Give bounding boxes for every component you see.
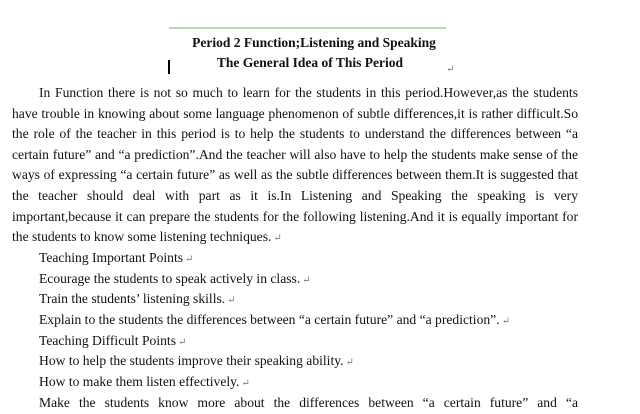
paragraph-mark-icon: ↵ <box>302 275 311 286</box>
document-subtitle-text: The General Idea of This Period <box>216 55 404 70</box>
document-title <box>4 35 624 51</box>
body-paragraph-text: In Function there is not so much to learn for the students in this period.However,as the students have trouble in knowing about some language phenomenon of subtle differences,it is rather difficult.So the role of the teacher in this period is to help the students to understand the differences between “a certain future” and “a prediction”.And the teacher will also have to help the students make sense of the ways of expressing “a certain future” as well as the subtle differences between them.It is suggested that the teacher should deal with part as it is.In Listening and Speaking the speaking is very important,because it can prepare the students for the following listening.And it is equally important for the students to know some listening techniques. <box>12 85 578 245</box>
list-item[interactable] <box>39 310 510 333</box>
document-subtitle <box>0 55 620 71</box>
line-text: Make the students know more about the differences between “a certain future” and “a <box>39 395 578 410</box>
paragraph-mark-icon: ↵ <box>345 357 354 368</box>
line-text: Ecourage the students to speak actively in class. <box>39 271 301 286</box>
paragraph-mark-icon: ↵ <box>177 337 187 348</box>
paragraph-mark-icon: ↵ <box>501 316 510 327</box>
body-paragraph[interactable] <box>12 83 578 250</box>
paragraph-mark-icon: ↵ <box>227 295 236 306</box>
line-text: Train the students’ listening skills. <box>39 291 226 306</box>
line-text: How to make them listen effectively. <box>39 374 240 389</box>
line-text: Teaching Difficult Points <box>39 333 176 348</box>
line-text: Teaching Important Points <box>39 250 184 265</box>
line-text: Explain to the students the differences between “a certain future” and “a prediction”. <box>39 312 500 327</box>
list-item[interactable] <box>39 372 250 395</box>
list-item[interactable] <box>39 393 578 414</box>
paragraph-mark-icon: ↵ <box>185 254 194 265</box>
header-rule <box>169 27 446 29</box>
list-item[interactable] <box>39 289 236 312</box>
section-heading-important-points[interactable] <box>39 248 193 271</box>
paragraph-mark-icon: ↵ <box>273 233 282 245</box>
paragraph-mark-icon: ↵ <box>241 378 250 389</box>
line-text: How to help the students improve their speaking ability. <box>39 353 344 368</box>
document-title-text: Period 2 Function;Listening and Speaking <box>192 35 436 50</box>
list-item[interactable] <box>39 351 354 374</box>
paragraph-mark-icon: ↵ <box>446 64 455 75</box>
